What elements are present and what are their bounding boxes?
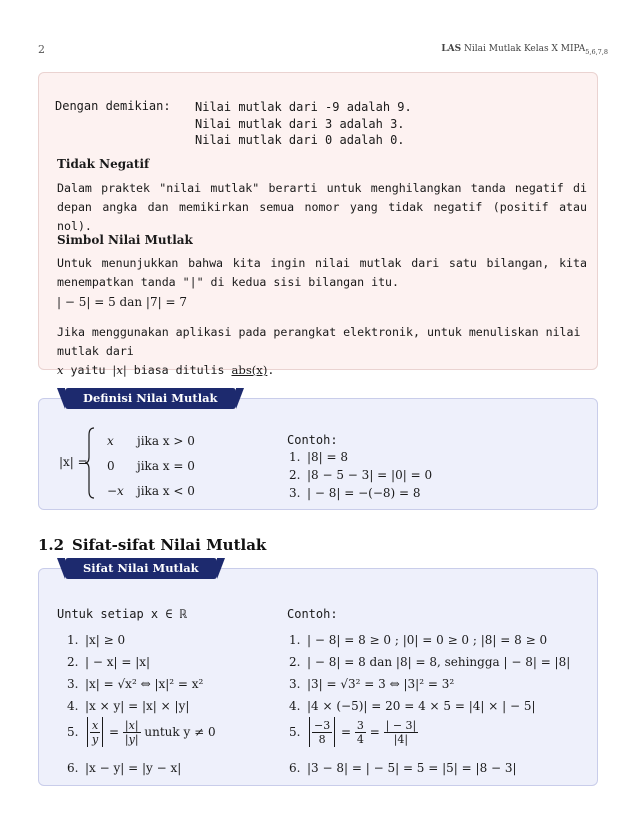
properties-right-heading: Contoh: (287, 607, 338, 621)
device-line-2 (57, 361, 587, 380)
conclusion-line: Nilai mutlak dari -9 adalah 9. (195, 100, 412, 114)
case-expr: x (107, 434, 114, 448)
section-number: 1.2 (38, 536, 65, 554)
var-x: x (57, 363, 64, 377)
page-number: 2 (38, 43, 45, 56)
definition-example-heading: Contoh: (287, 433, 338, 447)
case-row (107, 454, 195, 479)
fraction (355, 719, 366, 746)
list-item: 4. |4 × (−5)| = 20 = 4 × 5 = |4| × | − 5| (289, 699, 536, 713)
conclusion-line: Nilai mutlak dari 0 adalah 0. (195, 133, 405, 147)
device-line-1: Jika menggunakan aplikasi pada perangkat elektronik, untuk menuliskan nilai mutlak dari (57, 325, 581, 358)
list-item: 2. | − 8| = 8 dan |8| = 8, sehingga | − 8| = |8| (289, 655, 571, 669)
case-expr: −x (107, 484, 124, 498)
fraction-numerator: x (92, 718, 99, 732)
list-item: 1. | − 8| = 8 ≥ 0 ; |0| = 0 ≥ 0 ; |8| = 8 ≥ 0 (289, 633, 548, 647)
fraction (123, 719, 141, 746)
example-text: |3 − 8| = | − 5| = 5 = |5| = |8 − 3| (307, 761, 517, 775)
example-text: | − 8| = 8 dan |8| = 8, sehingga | − 8| = |8| (307, 655, 571, 669)
section-heading (38, 536, 266, 554)
list-item: 3. | − 8| = −(−8) = 8 (289, 486, 421, 500)
properties-box (38, 561, 598, 786)
conclusion-label: Dengan demikian: (55, 99, 171, 113)
running-title (441, 44, 608, 56)
abs-function: abs(x) (231, 363, 268, 377)
fraction-numerator: |x| (123, 719, 141, 733)
list-item: 3. |x| = √x² ⇔ |x|² = x² (67, 677, 204, 691)
abs-bar (309, 717, 310, 747)
running-title-classes: 5,6,7,8 (585, 47, 608, 56)
symbol-example: | − 5| = 5 dan |7| = 7 (57, 295, 187, 309)
case-row (107, 479, 195, 504)
fraction-denominator: |y| (124, 732, 139, 746)
symbol-heading: Simbol Nilai Mutlak (57, 233, 193, 247)
property-text: |x| ≥ 0 (85, 633, 126, 647)
fraction-denominator: 4 (356, 732, 364, 746)
fraction-denominator: |4| (393, 732, 409, 746)
abs-x: |x| (112, 363, 127, 377)
running-title-bold: LAS (441, 44, 462, 54)
device-end: biasa ditulis (126, 363, 232, 377)
properties-tab: Sifat Nilai Mutlak (65, 558, 217, 579)
case-condition: jika x = 0 (137, 459, 195, 473)
conclusion-line: Nilai mutlak dari 3 adalah 3. (195, 116, 405, 131)
example-text: |4 × (−5)| = 20 = 4 × 5 = |4| × | − 5| (307, 699, 536, 713)
list-item: 2. | − x| = |x| (67, 655, 151, 669)
case-condition: jika x < 0 (137, 484, 195, 498)
section-title: Sifat-sifat Nilai Mutlak (72, 536, 267, 554)
symbol-paragraph: Untuk menunjukkan bahwa kita ingin nilai mutlak dari satu bilangan, kita menempatkan tanda "|" di kedua sisi bilangan itu. (57, 256, 587, 289)
cases-brace (85, 427, 95, 499)
example-text: |3| = √3² = 3 ⇔ |3|² = 3² (307, 677, 455, 691)
example-text: |8| = 8 (307, 450, 349, 464)
list-item: 5. $\frac{x}{y}$ = $\frac{|x|}{|y|}$ untuk y ≠ 0 (67, 718, 216, 746)
fraction (312, 719, 332, 746)
list-item: 1. |8| = 8 (289, 450, 349, 464)
fraction-denominator: y (92, 732, 99, 746)
nonneg-paragraph: Dalam praktek "nilai mutlak" berarti untuk menghilangkan tanda negatif di depan angka dan memikirkan semua nomor yang tidak negatif (positif atau nol). (57, 181, 587, 233)
example-text: | − 8| = 8 ≥ 0 ; |0| = 0 ≥ 0 ; |8| = 8 ≥ 0 (307, 633, 548, 647)
example-text: | − 8| = −(−8) = 8 (307, 486, 421, 500)
property-text: | − x| = |x| (85, 655, 151, 669)
definition-example-list (289, 450, 432, 504)
example-text: |8 − 5 − 3| = |0| = 0 (307, 468, 433, 482)
property-text: |x × y| = |x| × |y| (85, 699, 190, 713)
list-item: 2. |8 − 5 − 3| = |0| = 0 (289, 468, 433, 482)
abs-bar (334, 717, 335, 747)
list-item: 3. |3| = √3² = 3 ⇔ |3|² = 3² (289, 677, 455, 691)
conclusion-box (38, 72, 598, 377)
device-mid: yaitu (63, 363, 113, 377)
nonneg-heading: Tidak Negatif (57, 157, 150, 171)
running-title-text: Nilai Mutlak Kelas X MIPA (464, 44, 586, 54)
definition-box (38, 391, 598, 510)
fraction-numerator: 3 (356, 718, 364, 732)
fraction (90, 719, 100, 746)
list-item: 5. $\frac{-3}{8}$ = $\frac{3}{4}$ = $\frac{| - 3|}{|4|}$ (289, 718, 417, 746)
fraction-denominator: 8 (318, 732, 326, 746)
conclusion-lines (195, 99, 412, 149)
abs-bar (102, 717, 103, 747)
case-condition: jika x > 0 (137, 434, 195, 448)
case-row (107, 429, 195, 454)
abs-bar (87, 717, 88, 747)
properties-left-heading: Untuk setiap x ∈ ℝ (57, 607, 188, 621)
case-expr: 0 (107, 459, 115, 473)
list-item: 4. |x × y| = |x| × |y| (67, 699, 190, 713)
list-item: 6. |x − y| = |y − x| (67, 761, 182, 775)
fraction-numerator: −3 (314, 718, 331, 732)
definition-lhs: |x| = (59, 455, 88, 469)
property-condition: untuk y ≠ 0 (144, 725, 216, 739)
property-text: |x − y| = |y − x| (85, 761, 182, 775)
property-text: |x| = √x² ⇔ |x|² = x² (85, 677, 204, 691)
fraction-numerator: | − 3| (385, 718, 417, 732)
fraction (384, 719, 419, 746)
list-item: 6. |3 − 8| = | − 5| = 5 = |5| = |8 − 3| (289, 761, 517, 775)
device-paragraph (57, 323, 587, 380)
definition-tab: Definisi Nilai Mutlak (65, 388, 236, 409)
device-dot: . (267, 363, 275, 377)
definition-cases (107, 429, 195, 504)
list-item: 1. |x| ≥ 0 (67, 633, 126, 647)
